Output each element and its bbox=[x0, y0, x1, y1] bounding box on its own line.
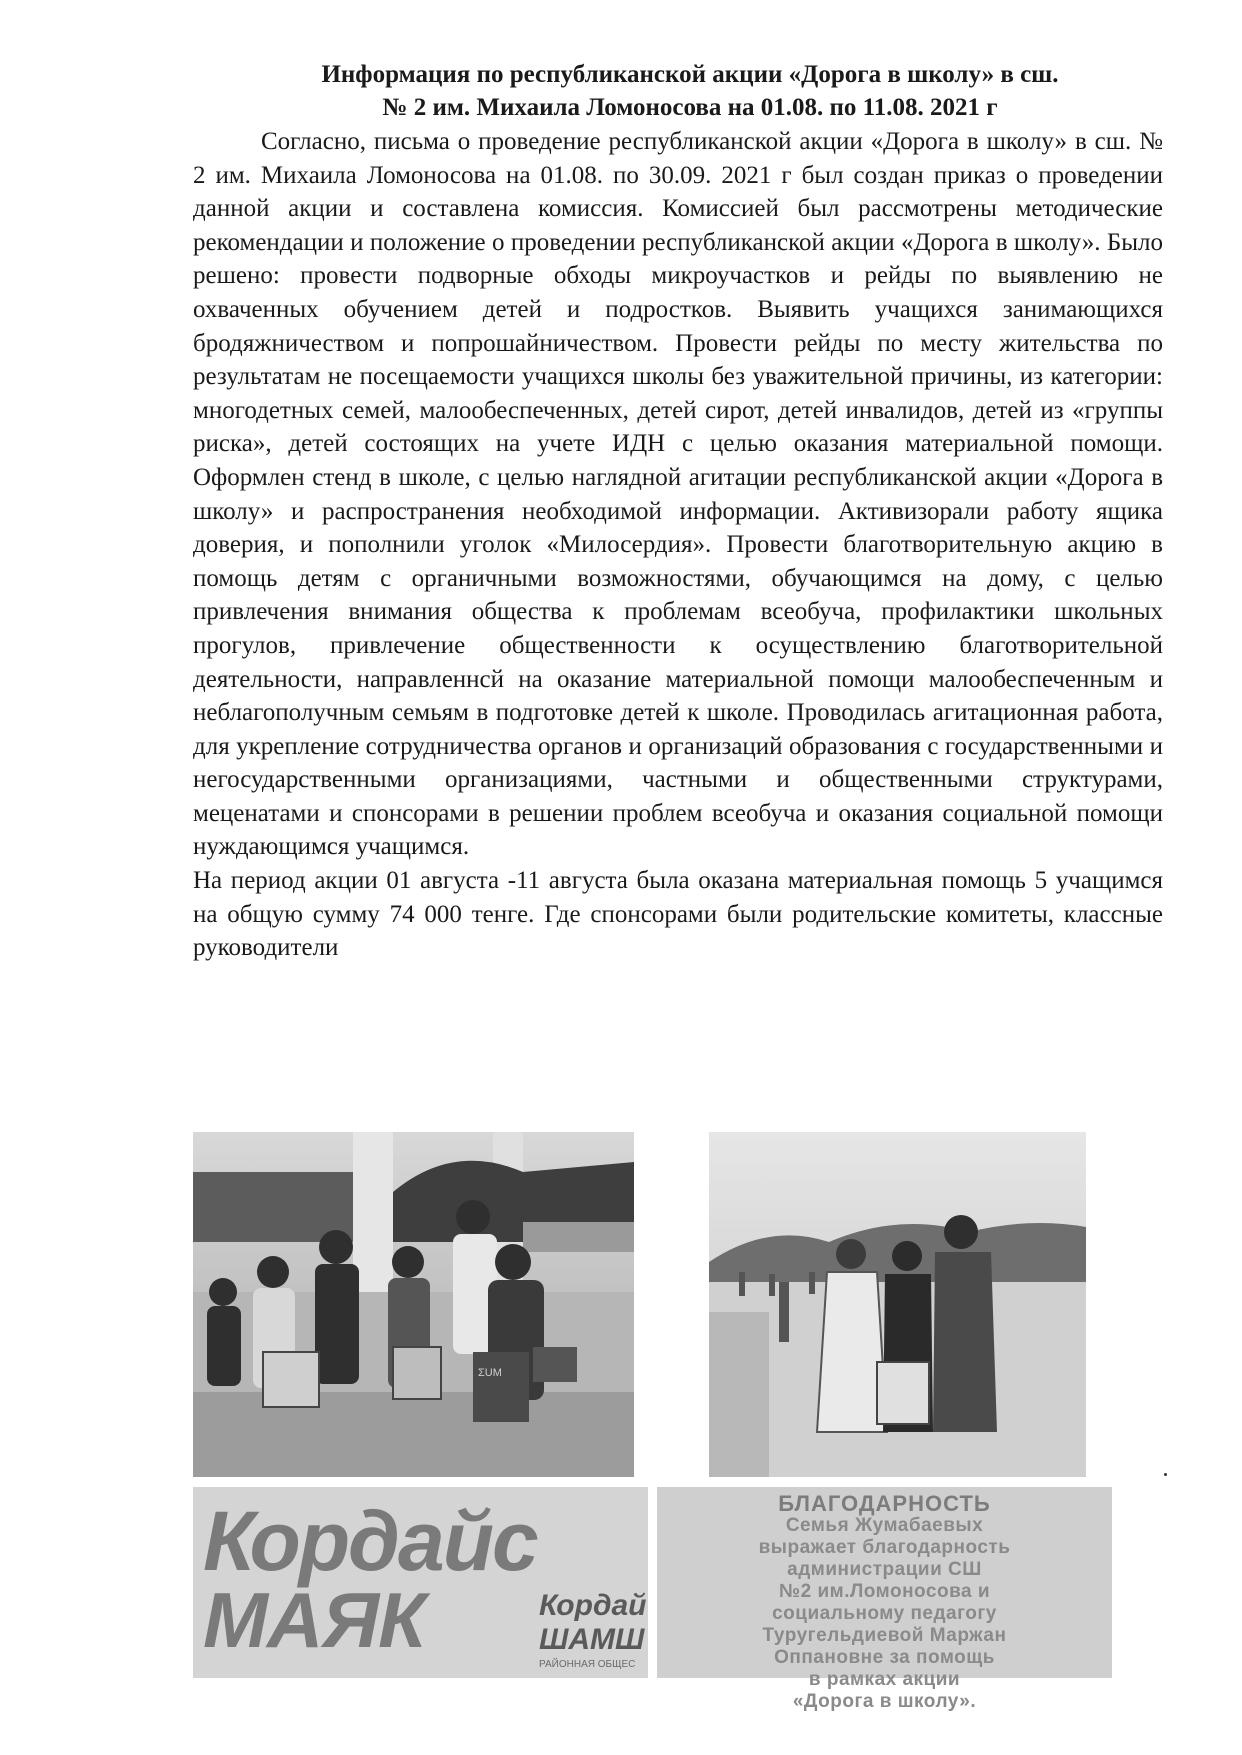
thanks-line: Семья Жумабаевых bbox=[785, 1515, 984, 1536]
masthead-side-line-2: ШАМШ bbox=[539, 1623, 645, 1656]
thanks-line: социальному педагогу bbox=[772, 1603, 997, 1624]
thanks-line: выражает благодарность bbox=[758, 1537, 1011, 1558]
bag-label: ΣUM bbox=[478, 1367, 502, 1379]
masthead-side-title bbox=[539, 1589, 647, 1657]
thanks-line: «Дорога в школу». bbox=[792, 1691, 977, 1712]
scan-speck bbox=[1164, 1473, 1167, 1476]
thanks-line: Оппановне за помощь bbox=[774, 1647, 995, 1668]
thanks-note-clipping bbox=[657, 1487, 1112, 1712]
masthead-subtitle: МАЯК bbox=[203, 1576, 426, 1664]
thanks-line: администрации СШ bbox=[787, 1559, 982, 1580]
photo-children-image bbox=[193, 1132, 634, 1477]
masthead-title: Кордайс bbox=[203, 1494, 537, 1588]
body-paragraph-2: На период акции 01 августа -11 августа была оказана материальная помощь 5 учащимся на общую сумму 74 000 тенге. Где спонсорами были родительские комитеты, классные руководители bbox=[193, 867, 1163, 962]
document-body bbox=[193, 125, 1163, 965]
title-line-1: Информация по республиканской акции «Дорога в школу» в сш. bbox=[321, 61, 1059, 88]
thanks-text bbox=[657, 1493, 1112, 1713]
thanks-heading: БЛАГОДАРНОСТЬ bbox=[778, 1491, 991, 1516]
title-line-2: № 2 им. Михаила Ломоносова на 01.08. по 11.08. 2021 г bbox=[382, 94, 998, 121]
body-paragraph-1: Согласно, письма о проведение республиканской акции «Дорога в школу» в сш. № 2 им. Михаила Ломоносова на 01.08. по 30.09. 2021 г был создан приказ о проведении данной акции и составлена комиссия. Комиссией был рассмотрены методические рекомендации и положение о проведении республиканской акции «Дорога в школу». Было решено: провести подворные обходы микроучастков и рейды по выявлению не охваченных обучением детей и подростков. Выявить учащихся занимающихся бродяжничеством и попрошайничеством. Провести рейды по месту жительства по результатам не посещаемости учащихся школы без уважительной причины, из категории: многодетных семей, малообеспеченных, детей сирот, детей инвалидов, детей из «группы риска», детей состоящих на учете ИДН с целью оказания материальной помощи. Оформлен стенд в школе, с целью наглядной агитации республиканской акции «Дорога в школу» и распространения необходимой информации. Активизорали работу ящика доверия, и пополнили уголок «Милосердия». Провести благотворительную акцию в помощь детям с органичными возможностями, обучающимся на дому, с целью привлечения внимания общества к проблемам всеобуча, профилактики школьных прогулов, привлечение общественности к осуществлению благотворительной деятельности, направленнсй на оказание материальной помощи малообеспеченным и неблагополучным семьям в подготовке детей к школе. Проводилась агитационная работа, для укрепление сотрудничества органов и организаций образования с государственными и негосударственными организациями, частными и общественными структурами, меценатами и спонсорами в решении проблем всеобуча и оказания социальной помощи нуждающимся учащимся. bbox=[193, 128, 1163, 861]
thanks-line: №2 им.Ломоносова и bbox=[778, 1581, 991, 1602]
newspaper-masthead-clipping bbox=[193, 1487, 648, 1678]
masthead-caption: РАЙОННАЯ ОБЩЕС bbox=[539, 1659, 636, 1670]
photo-women-on-street bbox=[709, 1132, 1086, 1477]
thanks-line: в рамках акции bbox=[808, 1669, 961, 1690]
document-title bbox=[190, 58, 1190, 124]
photo-adults-image bbox=[709, 1132, 1086, 1477]
masthead-side-line-1: Кордай bbox=[539, 1589, 647, 1622]
photo-children-with-bags bbox=[193, 1132, 634, 1477]
thanks-line: Туругельдиевой Маржан bbox=[762, 1625, 1007, 1646]
